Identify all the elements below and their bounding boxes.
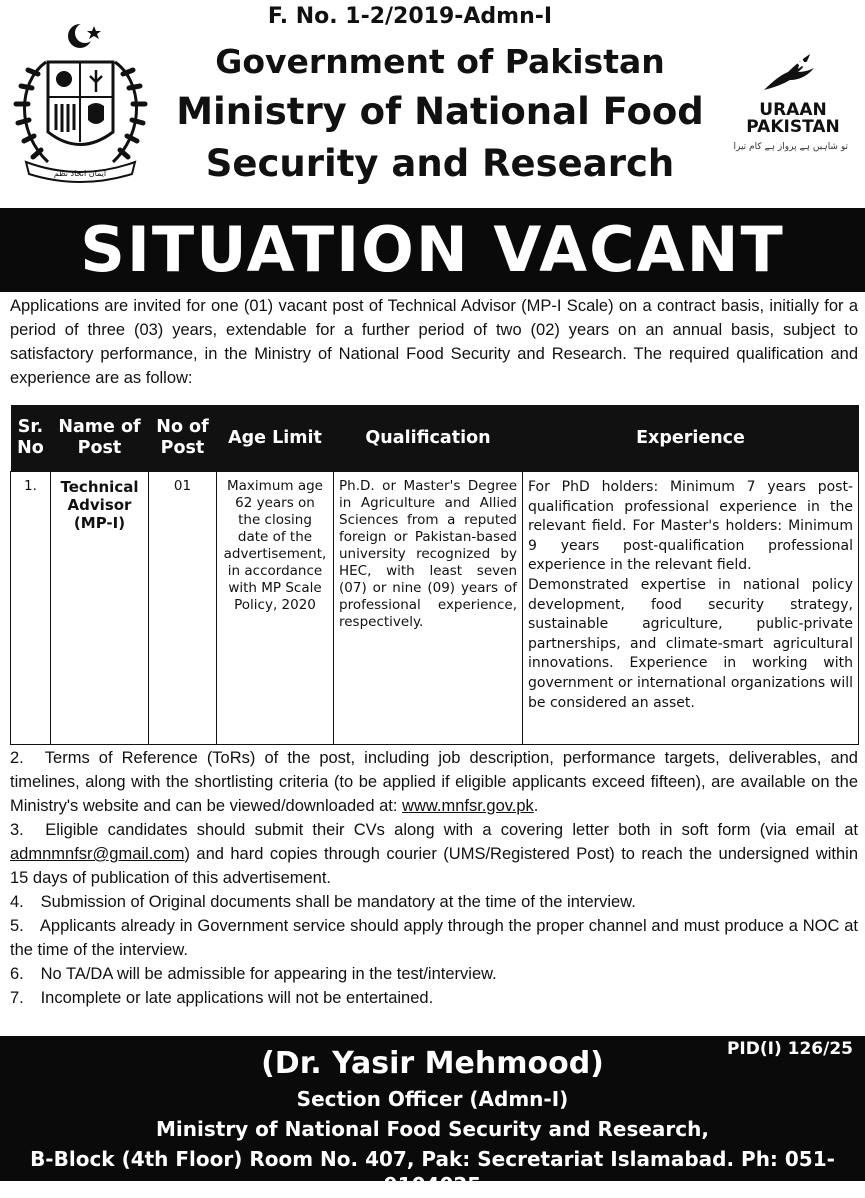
cell-experience	[523, 472, 859, 745]
term-item	[10, 962, 858, 986]
ministry-title-line2: Security and Research	[205, 142, 675, 185]
header-age-limit: Age Limit	[217, 405, 334, 472]
footer-ministry: Ministry of National Food Security and Research,	[156, 1117, 709, 1141]
term-item	[10, 818, 858, 890]
term-text: Terms of Reference (ToRs) of the post, including job description, performance targets, deliverables, and timelines, along with the shortlisting criteria (to be applied if eligible applicants exceed fifteen), are available on the Ministry's website and can be viewed/downloaded at:	[10, 749, 858, 815]
term-text: No TA/DA will be admissible for appearing in the test/interview.	[40, 965, 497, 983]
cell-post-name	[51, 472, 149, 745]
term-text: Applicants already in Government service should apply through the proper channel and must produce a NOC at the time of the interview.	[10, 917, 858, 959]
uraan-logo-line1: URAAN	[759, 100, 827, 120]
footer	[0, 1036, 865, 1197]
intro-paragraph: Applications are invited for one (01) vacant post of Technical Advisor (MP-I Scale) on a contract basis, initially for a period of three (03) years, extendable for a further period of two (02) years on an annual basis, subject to satisfactory performance, in the Ministry of National Food Security and Research. The required qualification and experience are as follow:	[10, 297, 858, 387]
eagle-icon	[758, 50, 818, 98]
term-number: 7.	[10, 989, 24, 1007]
term-item	[10, 914, 858, 962]
post-name-line2: (MP-I)	[73, 514, 126, 532]
header	[0, 0, 865, 208]
header-no-of-post: No of Post	[149, 405, 217, 472]
officer-designation: Section Officer (Admn-I)	[296, 1087, 569, 1111]
term-number: 6.	[10, 965, 24, 983]
uraan-pakistan-logo	[728, 50, 858, 180]
ministry-title-line1: Ministry of National Food	[176, 90, 704, 133]
pid-number: PID(I) 126/25	[726, 1039, 853, 1059]
footer-address: B-Block (4th Floor) Room No. 407, Pak: Secretariat Islamabad. Ph: 051-9104025	[30, 1147, 835, 1197]
ministry-title	[140, 86, 740, 190]
situation-vacant-banner: SITUATION VACANT	[0, 208, 865, 292]
term-text-end: ) and hard copies through courier (UMS/Registered Post) to reach the undersigned within 15 days of publication of this advertisement.	[10, 845, 858, 887]
term-text: Incomplete or late applications will not be entertained.	[40, 989, 434, 1007]
uraan-logo-text	[728, 102, 858, 136]
experience-part2: Demonstrated expertise in national policy development, food security strategy, sustainable agriculture, public-private partnerships, and climate-smart agricultural innovations. Experience in working with government or international organizations will be considered an asset.	[528, 576, 853, 711]
experience-part1: For PhD holders: Minimum 7 years post-qualification professional experience in the relevant field. For Master's holders: Minimum 9 years post-qualification professional experience in the relevant field.	[528, 479, 853, 574]
term-number: 2.	[10, 749, 24, 767]
term-item	[10, 986, 858, 1010]
cell-age-limit: Maximum age 62 years on the closing date of the advertisement, in accordance with MP Scale Policy, 2020	[217, 472, 334, 745]
terms-list	[10, 746, 858, 1010]
term-item	[10, 890, 858, 914]
term-text: Eligible candidates should submit their CVs along with a covering letter both in soft form (via email at	[45, 821, 858, 839]
cell-no-of-post: 01	[149, 472, 217, 745]
website-link[interactable]: www.mnfsr.gov.pk	[402, 797, 534, 815]
pakistan-state-emblem-icon	[8, 22, 153, 187]
term-number: 5.	[10, 917, 24, 935]
header-name-of-post: Name of Post	[51, 405, 149, 472]
term-text-end: .	[533, 797, 539, 815]
table-header-row	[11, 405, 859, 472]
header-experience: Experience	[523, 405, 859, 472]
officer-name: (Dr. Yasir Mehmood)	[261, 1046, 604, 1081]
table-row	[11, 472, 859, 745]
file-number: F. No. 1-2/2019-Admn-I	[267, 4, 553, 29]
cell-qualification: Ph.D. or Master's Degree in Agriculture and Allied Sciences from a reputed foreign or Pakistan-based university recognized by HEC, with least seven (07) or nine (09) years of professional experience, respectively.	[334, 472, 523, 745]
post-name-line1: Technical Advisor	[60, 478, 139, 514]
government-title: Government of Pakistan	[215, 42, 665, 81]
term-number: 3.	[10, 821, 24, 839]
header-qualification: Qualification	[334, 405, 523, 472]
vacancy-table	[10, 405, 858, 738]
email-link[interactable]: admnmnfsr@gmail.com	[10, 845, 185, 863]
term-number: 4.	[10, 893, 24, 911]
header-sr-no: Sr. No	[11, 405, 51, 472]
cell-sr-no: 1.	[11, 472, 51, 745]
term-text: Submission of Original documents shall be mandatory at the time of the interview.	[40, 893, 636, 911]
uraan-logo-line2: PAKISTAN	[746, 117, 840, 137]
uraan-tagline: تو شاہیں ہے پرواز ہے کام تیرا	[733, 142, 848, 152]
term-item	[10, 746, 858, 818]
crest-motto: ایمان اتحاد نظم	[53, 169, 107, 178]
